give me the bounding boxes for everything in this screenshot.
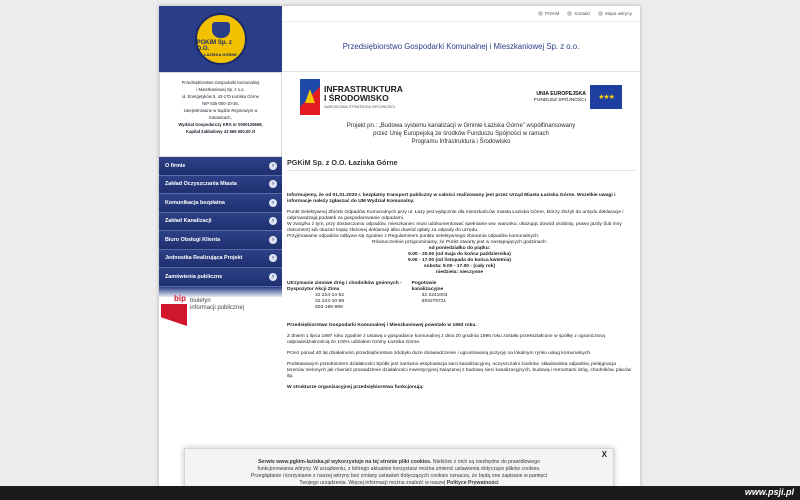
phone-number: 693279721 [421, 299, 447, 304]
infra-title: INFRASTRUKTURA [324, 84, 403, 94]
content-title: PGKiM Sp. z O.O. Łaziska Górne [287, 158, 635, 171]
infrastruktura-flag-icon [300, 79, 320, 115]
chevron-right-icon: › [269, 273, 277, 281]
link-label: Mapa witryny [604, 10, 632, 16]
hours-line: 9.00 - 20.00 (od maja do końca października) [408, 252, 511, 257]
chevron-right-icon: › [269, 236, 277, 244]
sidebar-item-label: Biuro Obsługi Klienta [165, 236, 221, 243]
left-column [159, 6, 282, 500]
address-line: NIP 635-000-10-35, [202, 101, 239, 106]
chevron-right-icon: › [269, 217, 277, 225]
main-content [282, 171, 640, 391]
logo-badge [195, 13, 247, 65]
top-links [282, 6, 640, 22]
phone-number: 32 224-14-52 [315, 293, 345, 298]
infrastruktura-logo [300, 79, 403, 115]
footer-strip [0, 486, 800, 500]
bip-label [190, 298, 244, 312]
address-line: Wydział Gospodarczy KRS nr 0000120669, [178, 122, 263, 127]
project-line: Projekt pn.: „Budowa systemu kanalizacji w Gminie Łaziska Górne” współfinansowany [346, 123, 576, 129]
cookie-text: funkcjonowania witryny. W urządzeniu, z którego aktualnie korzystasz można zmienić ustawienia dotyczące plików cookies. [257, 466, 541, 472]
founded-text: Przedsiębiorstwo Gospodarki Komunalnej i Mieszkaniowej powstało w 1963 roku. [287, 323, 477, 328]
eu-logo [534, 85, 622, 109]
phone-group-title: Pogotowie [411, 281, 437, 286]
paragraph: Punkt Selektywnej Zbiórki Odpadów Komunalnych przy ul. Łazy jest wyłącznie dla mieszkańców miasta Łaziska Górne, którzy złożyli do urzędu deklaracje i odprowadzają podatek za gospodarowanie odpadami. [287, 210, 624, 221]
hours-line: niedziela: nieczynne [435, 270, 484, 275]
address-line: Przedsiębiorstwo Gospodarki Komunalnej [181, 80, 260, 85]
sidebar-item-label: O firmie [165, 162, 186, 169]
page-container [159, 6, 640, 500]
cookie-text: Przeglądanie i korzystanie z naszej witryny bez zmiany ustawień dotyczących cookies oznacza, że będą one zapisane w pamięci [250, 473, 548, 479]
sidebar-item-biuro[interactable] [159, 231, 282, 250]
phone-number: 32 2241004 [421, 293, 448, 298]
logo-subtext: ŁAZISKA GÓRNE [204, 51, 237, 57]
sidebar-nav [159, 157, 282, 297]
address-line: zarejestrowane w Sądzie Rejonowym w [183, 108, 258, 113]
cookie-text: Twojego urządzenia. Więcej informacji można znaleźć w naszej [299, 480, 446, 486]
phone-group-title: Utrzymanie zimowe dróg i chodników gminnych - [287, 281, 402, 286]
eu-subtitle: FUNDUSZ SPÓJNOŚCI [534, 97, 586, 103]
home-icon [538, 11, 543, 16]
link-label: PGKiM [544, 10, 560, 16]
bip-mark-text: bip [174, 294, 186, 303]
project-line: przez Unię Europejską ze środków Funduszu Spójności w ramach [373, 131, 549, 137]
sidebar-item-komunikacja[interactable] [159, 194, 282, 213]
eu-title: UNIA EUROPEJSKA [536, 90, 586, 97]
eu-banner [282, 72, 640, 122]
mail-icon [567, 11, 572, 16]
infra-subtitle: NARODOWA STRATEGIA SPÓJNOŚCI [324, 104, 396, 109]
sidebar-item-label: Zakład Oczyszczania Miasta [165, 181, 237, 188]
sidebar-item-kanalizacja[interactable] [159, 213, 282, 232]
logo-text: PGKiM Sp. z O.O. [196, 39, 232, 52]
sidebar-item-label: Jednostka Realizująca Projekt [165, 255, 243, 262]
crest-icon [212, 22, 230, 38]
paragraph: Z dniem 1 lipca 1997 roku zgodnie z ustawą o gospodarce komunalnej z dnia 20 grudnia 1996 roku zostało przekształcone w spółkę z ograniczoną odpowiedzialnością ze 100% udziałem Gminy Łaziska Górne. [287, 334, 605, 345]
link-mapa-witryny[interactable] [598, 11, 632, 16]
paragraph: Przyjmowanie odpadów odbywa się zgodnie z Regulaminem punktu selektywnego zbierania odpadów komunalnych. [287, 234, 540, 239]
sidebar-item-o-firmie[interactable] [159, 157, 282, 176]
sidebar-item-zamowienia[interactable] [159, 268, 282, 287]
privacy-policy-link[interactable]: Polityce Prywatności [446, 480, 499, 486]
sewer-phones [412, 281, 448, 311]
address-line: i Mieszkaniowej Sp. z o.o. [196, 87, 245, 92]
sitemap-icon [598, 11, 603, 16]
bip-text-line: informacji publicznej [190, 305, 245, 311]
phone-number: 32 224-10-88 [315, 299, 345, 304]
company-address [159, 72, 282, 157]
cookie-bold-text: Serwis www.pgkim-laziska.pl wykorzystuje na tej stronie pliki cookies. [258, 459, 432, 465]
address-line: Kapitał Zakładowy 43 566 500.00 zł [186, 129, 255, 134]
page-title: Przedsiębiorstwo Gospodarki Komunalnej i Mieszkaniowej Sp. z o.o. [282, 22, 640, 72]
sidebar-item-label: Komunikacja bezpłatna [165, 199, 225, 206]
cookie-text: Niektóre z nich są niezbędne do prawidłowego [432, 459, 540, 465]
hours-line: sobota: 9.00 - 17.00 - (cały rok) [423, 264, 496, 269]
link-label: Kontakt [574, 10, 590, 16]
hours-line: 9.00 - 17.00 (od listopada do końca kwietnia) [407, 258, 511, 263]
watermark: www.psji.pl [744, 487, 794, 497]
address-line: ul. Energetyków 5, 43-170 Łaziska Górne [182, 94, 259, 99]
chevron-right-icon: › [269, 199, 277, 207]
chevron-right-icon: › [269, 180, 277, 188]
hours-line: od poniedziałku do piątku: [428, 246, 491, 251]
phone-numbers [287, 281, 632, 311]
sidebar-item-zakład-oczyszczania[interactable] [159, 176, 282, 195]
phone-group-title: Dyspozytor Akcji Zima [287, 287, 340, 292]
logo[interactable] [159, 6, 282, 72]
hours-intro: Równocześnie przypominamy, że Punkt otwarty jest w następujących godzinach: [372, 240, 547, 245]
sidebar-item-jednostka[interactable] [159, 250, 282, 269]
sidebar-item-label: Zamówienia publiczne [165, 273, 223, 280]
paragraph: Przez ponad 40 lat działalności przedsiębiorstwo zdobyło duże doświadczenie i ugruntowaną pozycję na lokalnym rynku usług komunalnych. [287, 351, 592, 356]
bip-link[interactable] [161, 294, 256, 328]
bip-logo-icon [161, 294, 187, 326]
link-kontakt[interactable] [567, 11, 590, 16]
winter-phones [287, 281, 402, 311]
link-pgkim[interactable] [538, 11, 560, 16]
address-line: Katowicach, [209, 115, 232, 120]
project-line: Programu Infrastruktura i Środowisko [411, 139, 511, 145]
main-column [282, 6, 640, 500]
paragraph: W związku z tym, przy dostarczaniu odpadów, mieszkaniec musi udokumentować spełnianie ww. warunku: okazując dowód osobisty, prawo jazdy (lub inny dokument) lub okazać kopię złożonej deklaracji albo dowód opłaty za odpady do urzędu. [287, 222, 622, 233]
paragraph: Podstawowym przedmiotem działalności Spółki jest zarówno eksploatacja sieci kanalizacyjnej, oczyszczalni ścieków, składowiska odpadów, pielęgnacja terenów zielonych jak również prowadzenie działalności inwestycyjnej związanej z budową sieci kanalizacyjnych, budową i remontami dróg, chodników, placów itp. [287, 362, 632, 379]
notice-text: Informujemy, że od 01.01.2020 r. bezpłatny transport publiczny w całości realizowany jest przez Urząd Miasta Łaziska Górne. Wszelkie uwagi i informacje należy zgłaszać do UM Wydział Komunalny. [287, 193, 616, 204]
close-icon[interactable]: X [601, 450, 607, 459]
structure-heading: W strukturze organizacyjnej przedsiębiorstwa funkcjonują: [287, 385, 424, 390]
bip-text-line: biuletyn [190, 298, 211, 304]
chevron-right-icon: › [269, 254, 277, 262]
chevron-right-icon: › [269, 162, 277, 170]
phone-group-title: kanalizacyjne [411, 287, 444, 292]
phone-number: 603-196-999 [315, 305, 343, 310]
sidebar-item-label: Zakład Kanalizacji [165, 218, 212, 225]
eu-flag-icon: ★★★ [590, 85, 622, 109]
project-info [282, 122, 640, 146]
infra-title: I ŚRODOWISKO [324, 93, 389, 103]
bip-flag-shape [161, 304, 187, 326]
